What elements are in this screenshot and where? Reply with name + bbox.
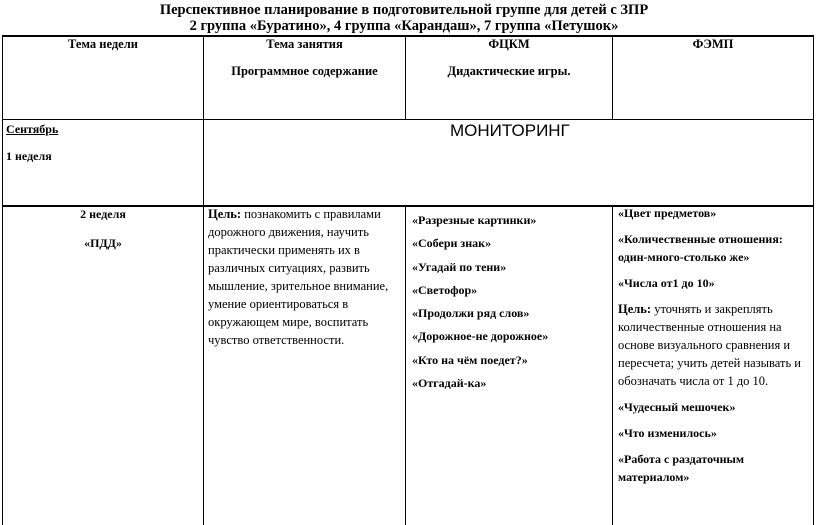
femp-goal xyxy=(618,300,810,390)
femp-item-handout: «Работа с раздаточным материалом» xyxy=(618,452,745,484)
header-program-content: Программное содержание xyxy=(231,64,378,78)
game-item: «Собери знак» xyxy=(412,236,492,251)
game-item: «Угадай по тени» xyxy=(412,259,507,274)
row1-monitoring: МОНИТОРИНГ xyxy=(450,121,570,140)
femp-goal-text: уточнять и закреплять количественные отношения на основе визуального сравнения и пересчета; учить детей называть и обозначать числа от 1 до 10. xyxy=(618,302,802,388)
header-row-divider xyxy=(2,119,814,120)
row2-week: 2 неделя xyxy=(80,207,126,221)
header-lesson-topic: Тема занятия xyxy=(266,37,343,51)
header-femp: ФЭМП xyxy=(692,37,734,51)
game-item: «Дорожное-не дорожное» xyxy=(412,329,549,344)
col2-divider-row2 xyxy=(405,205,406,525)
col3-divider-row2 xyxy=(612,205,613,525)
game-item: «Продолжи ряд слов» xyxy=(412,306,530,321)
row2-goal-text: познакомить с правилами дорожного движения, научить практически применять их в различных ситуациях, развить мышление, зрительное внимание, умение ориентироваться в окружающем мире, воспитать чувство ответственности. xyxy=(208,207,389,347)
game-item: «Отгадай-ка» xyxy=(412,376,487,391)
femp-goal-label: Цель: xyxy=(618,302,652,316)
row2-goal-label: Цель: xyxy=(208,207,242,221)
table-border-left xyxy=(2,35,3,525)
row1-month: Сентябрь xyxy=(6,122,59,136)
col1-divider-row2 xyxy=(203,205,204,525)
games-list xyxy=(412,212,608,398)
row2-goal xyxy=(208,205,398,349)
game-item: «Светофор» xyxy=(412,282,478,297)
femp-content xyxy=(618,204,810,494)
femp-item-numbers: «Числа от1 до 10» xyxy=(618,276,715,290)
femp-item-quantity: «Количественные отношения: один-много-столько же» xyxy=(618,232,783,264)
col1-divider-row1 xyxy=(203,119,204,207)
header-fckm: ФЦКМ xyxy=(488,37,530,51)
row1-week: 1 неделя xyxy=(6,149,52,163)
femp-item-changed: «Что изменилось» xyxy=(618,426,717,440)
header-week-theme: Тема недели xyxy=(68,37,138,51)
document-title-line2: 2 группа «Буратино», 4 группа «Карандаш», 7 группа «Петушок» xyxy=(189,18,619,34)
row2-topic: «ПДД» xyxy=(84,236,122,250)
femp-item-bag: «Чудесный мешочек» xyxy=(618,400,736,414)
header-didactic-games: Дидактические игры. xyxy=(447,64,571,78)
table-border-right xyxy=(813,35,814,525)
femp-item-color: «Цвет предметов» xyxy=(618,206,717,220)
game-item: «Разрезные картинки» xyxy=(412,213,537,227)
game-item: «Кто на чём поедет?» xyxy=(412,352,528,367)
document-title-line1: Перспективное планирование в подготовительной группе для детей с ЗПР xyxy=(159,2,649,18)
